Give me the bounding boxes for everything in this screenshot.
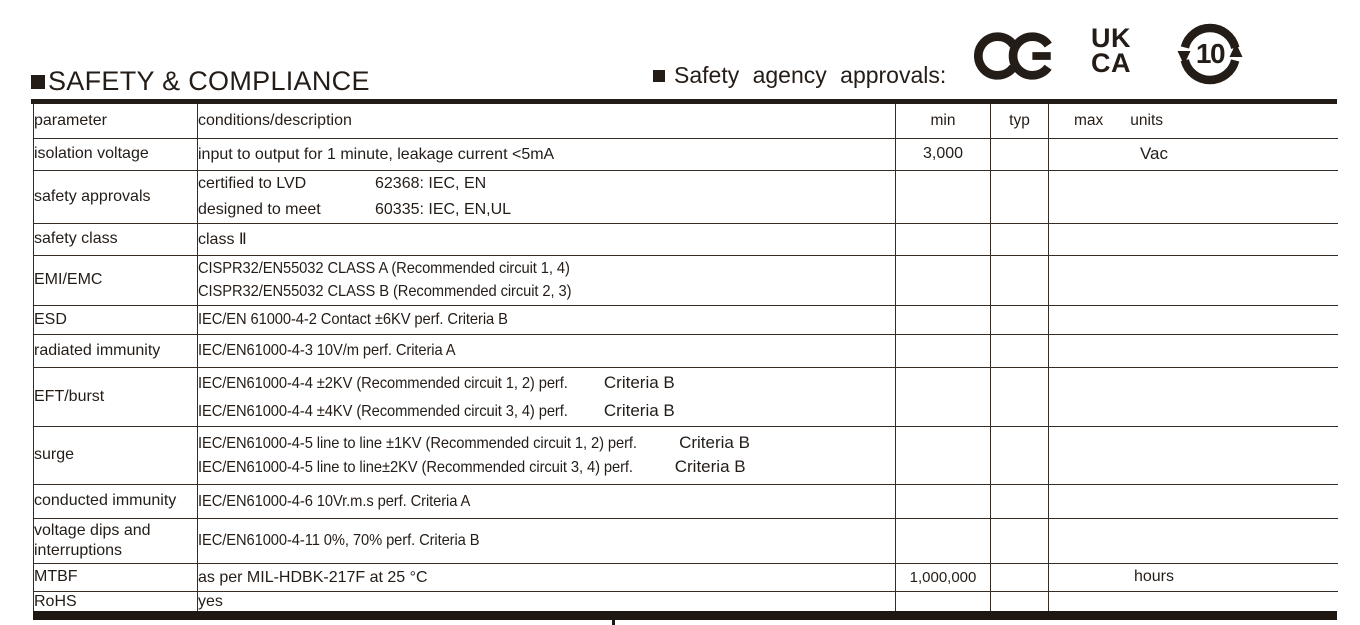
table-row bbox=[34, 518, 1338, 563]
min-cell bbox=[896, 518, 991, 563]
table-row bbox=[34, 305, 1338, 334]
table-row bbox=[34, 426, 1338, 484]
param-cell: ESD bbox=[34, 305, 198, 334]
typ-cell bbox=[991, 170, 1049, 223]
param-cell: EMI/EMC bbox=[34, 255, 198, 305]
col-header-parameter: parameter bbox=[34, 104, 198, 138]
min-cell bbox=[896, 305, 991, 334]
units-cell bbox=[1049, 170, 1338, 223]
typ-cell bbox=[991, 367, 1049, 426]
units-cell bbox=[1049, 255, 1338, 305]
china-rohs-efup-icon bbox=[1176, 20, 1244, 88]
col-header-max-units bbox=[1049, 104, 1338, 138]
conditions-cell: IEC/EN 61000-4-2 Contact ±6KV perf. Criteria B bbox=[198, 305, 896, 334]
table-row bbox=[34, 484, 1338, 518]
units-cell bbox=[1049, 334, 1338, 367]
approvals-bullet-icon bbox=[653, 70, 665, 82]
min-cell: 1,000,000 bbox=[896, 563, 991, 591]
page-title: SAFETY & COMPLIANCE bbox=[48, 66, 370, 96]
typ-cell bbox=[991, 484, 1049, 518]
typ-cell bbox=[991, 426, 1049, 484]
min-cell bbox=[896, 170, 991, 223]
approvals-label: Safety agency approvals: bbox=[674, 62, 947, 88]
param-cell: surge bbox=[34, 426, 198, 484]
conditions-cell: class Ⅱ bbox=[198, 223, 896, 255]
conditions-cell: IEC/EN61000-4-6 10Vr.m.s perf. Criteria A bbox=[198, 484, 896, 518]
col-header-units: units bbox=[1130, 111, 1164, 129]
china-rohs-years-label: 10 bbox=[1195, 38, 1225, 69]
typ-cell bbox=[991, 591, 1049, 612]
typ-cell bbox=[991, 138, 1049, 170]
min-cell: 3,000 bbox=[896, 138, 991, 170]
typ-cell bbox=[991, 518, 1049, 563]
param-cell: voltage dips and interruptions bbox=[34, 518, 198, 563]
conditions-cell: CISPR32/EN55032 CLASS A (Recommended circuit 1, 4) CISPR32/EN55032 CLASS B (Recommended circuit 2, 3) bbox=[198, 255, 896, 305]
bottom-rule bbox=[33, 611, 1337, 620]
ukca-mark-icon bbox=[1091, 23, 1131, 78]
units-cell bbox=[1049, 484, 1338, 518]
col-header-max: max bbox=[1074, 111, 1104, 129]
section-title-block bbox=[31, 66, 370, 97]
typ-cell bbox=[991, 223, 1049, 255]
units-cell bbox=[1049, 367, 1338, 426]
table-row bbox=[34, 334, 1338, 367]
typ-cell bbox=[991, 305, 1049, 334]
table-row bbox=[34, 223, 1338, 255]
min-cell bbox=[896, 367, 991, 426]
table-row bbox=[34, 367, 1338, 426]
table-row bbox=[34, 563, 1338, 591]
param-cell: safety approvals bbox=[34, 170, 198, 223]
min-cell bbox=[896, 591, 991, 612]
ce-mark-svg bbox=[974, 28, 1056, 84]
param-cell: radiated immunity bbox=[34, 334, 198, 367]
approvals-label-block bbox=[653, 62, 946, 89]
typ-cell bbox=[991, 255, 1049, 305]
min-cell bbox=[896, 255, 991, 305]
col-header-min: min bbox=[896, 104, 991, 138]
ukca-line-uk: UK bbox=[1091, 23, 1131, 53]
section-bullet-icon bbox=[31, 75, 45, 89]
units-cell bbox=[1049, 591, 1338, 612]
units-cell: hours bbox=[1049, 563, 1338, 591]
page-center-tick bbox=[612, 620, 615, 625]
units-cell bbox=[1049, 518, 1338, 563]
col-header-typ: typ bbox=[991, 104, 1049, 138]
param-cell: safety class bbox=[34, 223, 198, 255]
table-row bbox=[34, 591, 1338, 612]
units-cell bbox=[1049, 305, 1338, 334]
ukca-line-ca: CA bbox=[1091, 48, 1131, 78]
conditions-cell: input to output for 1 minute, leakage current <5mA bbox=[198, 138, 896, 170]
min-cell bbox=[896, 426, 991, 484]
param-cell: MTBF bbox=[34, 563, 198, 591]
table-row bbox=[34, 255, 1338, 305]
min-cell bbox=[896, 484, 991, 518]
conditions-cell: as per MIL-HDBK-217F at 25 °C bbox=[198, 563, 896, 591]
table-row bbox=[34, 138, 1338, 170]
table-header-row bbox=[34, 104, 1338, 138]
min-cell bbox=[896, 334, 991, 367]
min-cell bbox=[896, 223, 991, 255]
conditions-cell: IEC/EN61000-4-3 10V/m perf. Criteria A bbox=[198, 334, 896, 367]
param-cell: isolation voltage bbox=[34, 138, 198, 170]
param-cell: EFT/burst bbox=[34, 367, 198, 426]
conditions-cell: certified to LVD 62368: IEC, EN designed to meet 60335: IEC, EN,UL bbox=[198, 170, 896, 223]
conditions-cell: IEC/EN61000-4-4 ±2KV (Recommended circuit 1, 2) perf. Criteria B IEC/EN61000-4-4 ±4KV (Recommended circuit 3, 4) perf. Criteria B bbox=[198, 367, 896, 426]
ce-mark-icon bbox=[974, 28, 1056, 84]
param-cell: conducted immunity bbox=[34, 484, 198, 518]
units-cell bbox=[1049, 223, 1338, 255]
conditions-cell: IEC/EN61000-4-5 line to line ±1KV (Recommended circuit 1, 2) perf. Criteria B IEC/EN61000-4-5 line to line±2KV (Recommended circuit 3, 4) perf. Criteria B bbox=[198, 426, 896, 484]
spec-table bbox=[33, 104, 1338, 612]
param-cell: RoHS bbox=[34, 591, 198, 612]
conditions-cell: IEC/EN61000-4-11 0%, 70% perf. Criteria B bbox=[198, 518, 896, 563]
conditions-cell: yes bbox=[198, 591, 896, 612]
units-cell: Vac bbox=[1049, 138, 1338, 170]
table-row bbox=[34, 170, 1338, 223]
typ-cell bbox=[991, 563, 1049, 591]
col-header-conditions: conditions/description bbox=[198, 104, 896, 138]
typ-cell bbox=[991, 334, 1049, 367]
units-cell bbox=[1049, 426, 1338, 484]
